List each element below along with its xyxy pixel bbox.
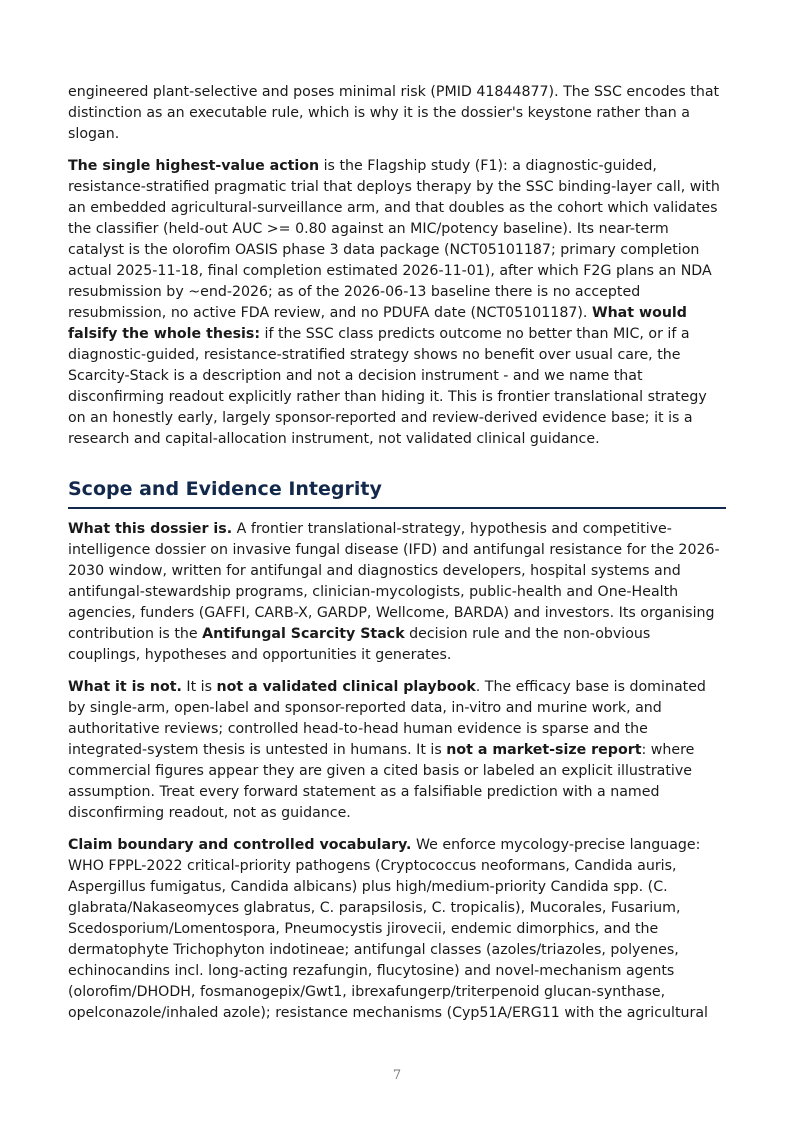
bold-term: not a market-size report [446,742,642,758]
paragraph-text: A frontier translational-strategy, hypothesis and competitive-intelligence dossier on invasive fungal disease (IFD) and antifungal resistance for the 2026-2030 window, written for antifungal and diagnostics developers, hospital systems and antifungal-stewardship programs, clinician-mycologists, public-health and One-Health agencies, funders (GAFFI, CARB-X, GARDP, Wellcome, BARDA) and investors. Its organising contribution is the [68,521,720,642]
bold-lead-in: What it is not. [68,679,182,695]
document-body [68,82,726,1035]
paragraph-text: if the SSC class predicts outcome no better than MIC, or if a diagnostic-guided, resistance-stratified strategy shows no benefit over usual care, the Scarcity-Stack is a description and not a decision instrument - and we name that disconfirming readout explicitly rather than hiding it. This is frontier translational strategy on an honestly early, largely sponsor-reported and review-derived evidence base; it is a research and capital-allocation instrument, not validated clinical guidance. [68,326,707,447]
paragraph-what-it-is-not [68,677,726,824]
bold-lead-in: What would falsify the whole thesis: [68,305,687,342]
paragraph-text: It is [181,679,217,695]
paragraph-text: decision rule and the non-obvious couplings, hypotheses and opportunities it generates. [68,626,651,663]
page-number: 7 [392,1068,402,1083]
section-heading: Scope and Evidence Integrity [68,478,382,500]
bold-lead-in: Claim boundary and controlled vocabulary. [68,837,412,853]
paragraph-what-this-dossier-is [68,519,726,666]
bold-lead-in: What this dossier is. [68,521,233,537]
paragraph-text: engineered plant-selective and poses minimal risk (PMID 41844877). The SSC encodes that distinction as an executable rule, which is why it is the dossier's keystone rather than a slogan. [68,84,720,142]
paragraph-intro-continuation [68,82,726,145]
paragraph-text: is the Flagship study (F1): a diagnostic-guided, resistance-stratified pragmatic trial that deploys therapy by the SSC binding-layer call, with an embedded agricultural-surveillance arm, and that doubles as the cohort which validates the classifier (held-out AUC >= 0.80 against an MIC/potency baseline). Its near-term catalyst is the olorofim OASIS phase 3 data package (NCT05101187; primary completion actual 2025-11-18, final completion estimated 2026-11-01), after which F2G plans an NDA resubmission by ~end-2026; as of the 2026-06-13 baseline there is no accepted resubmission, no active FDA review, and no PDUFA date (NCT05101187). [68,158,720,321]
section-divider [68,507,726,509]
paragraph-text: . The efficacy base is dominated by single-arm, open-label and sponsor-reported data, in-vitro and murine work, and authoritative reviews; controlled head-to-head human evidence is sparse and the integrated-system thesis is untested in humans. It is [68,679,706,758]
paragraph-text: : where commercial figures appear they are given a cited basis or labeled an explicit illustrative assumption. Treat every forward statement as a falsifiable prediction with a named disconfirming readout, not as guidance. [68,742,695,821]
bold-term: not a validated clinical playbook [216,679,476,695]
paragraph-highest-value-action [68,156,726,450]
paragraph-claim-boundary [68,835,726,1024]
paragraph-text: We enforce mycology-precise language: WHO FPPL-2022 critical-priority pathogens (Cryptococcus neoformans, Candida auris, Aspergillus fumigatus, Candida albicans) plus high/medium-priority Candida spp. (C. glabrata/Nakaseomyces glabratus, C. parapsilosis, C. tropicalis), Mucorales, Fusarium, Scedosporium/Lomentospora, Pneumocystis jirovecii, endemic dimorphics, and the dermatophyte Trichophyton indotineae; antifungal classes (azoles/triazoles, polyenes, echinocandins incl. long-acting rezafungin, flucytosine) and novel-mechanism agents (olorofim/DHODH, fosmanogepix/Gwt1, ibrexafungerp/triterpenoid glucan-synthase, opelconazole/inhaled azole); resistance mechanisms (Cyp51A/ERG11 with the agricultural [68,837,708,1021]
bold-term: Antifungal Scarcity Stack [202,626,405,642]
bold-lead-in: The single highest-value action [68,158,320,174]
